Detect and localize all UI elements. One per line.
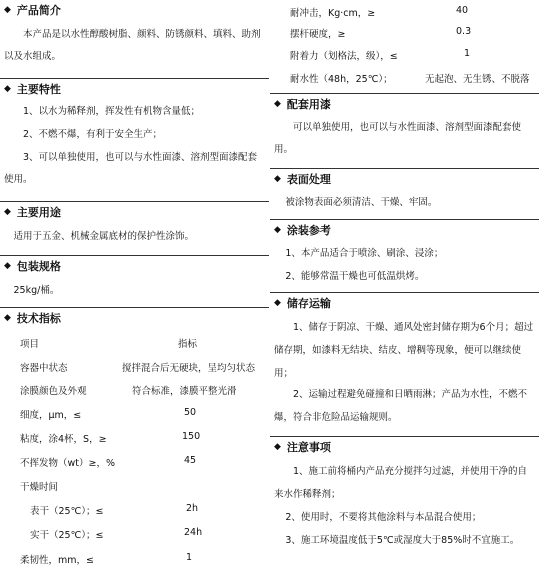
spec-value: 1 <box>186 552 193 563</box>
section-header-packaging <box>0 255 269 275</box>
spec-name: 表干（25℃）；≤ <box>30 506 104 517</box>
spec-head-item: 项目 <box>20 339 40 350</box>
section-header-matching <box>270 93 539 113</box>
spec-row <box>0 380 269 400</box>
spec-name: 耐冲击，Kg·cm，≥ <box>290 8 376 19</box>
spec-name: 容器中状态 <box>20 363 68 374</box>
usage-text: 适用于五金、机械金属底材的保护性涂饰。 <box>13 231 195 242</box>
section-header-intro <box>0 0 269 20</box>
spec-name: 柔韧性，mm，≤ <box>20 555 94 566</box>
intro-text: 本产品是以水性醇酸树脂、颜料、防锈颜料、填料、助剂以及水组成。 <box>4 29 261 62</box>
spec-name: 细度，μm，≤ <box>20 410 82 421</box>
spec-value: 150 <box>182 431 201 442</box>
spec-value: 24h <box>184 527 203 538</box>
notes-item: 3、施工环境温度低于5℃或湿度大于85%时不宜施工。 <box>285 535 520 546</box>
section-header-features <box>0 78 269 98</box>
spec-row <box>0 549 269 569</box>
spec-name: 附着力（划格法，级），≤ <box>290 51 398 62</box>
section-title: 产品简介 <box>16 4 61 17</box>
spec-row <box>270 23 539 43</box>
spec-name: 涂膜颜色及外观 <box>20 386 87 397</box>
section-title: 配套用漆 <box>286 97 331 111</box>
packaging-text: 25kg/桶。 <box>13 285 60 296</box>
spec-value: 2h <box>186 503 199 514</box>
section-title: 注意事项 <box>286 440 331 454</box>
section-title: 储存运输 <box>286 296 331 310</box>
spec-row <box>0 500 269 520</box>
diamond-icon: ◆ <box>4 83 11 94</box>
section-title: 包装规格 <box>16 259 61 273</box>
application-item: 2、能够常温干燥也可低温烘烤。 <box>285 271 425 282</box>
spec-header-row <box>0 333 269 353</box>
spec-head-value: 指标 <box>178 339 198 350</box>
spec-value: 1 <box>464 48 471 59</box>
section-title: 主要特性 <box>16 82 61 96</box>
spec-value: 50 <box>184 407 197 418</box>
surface-text: 被涂物表面必须清洁、干燥、牢固。 <box>285 197 438 208</box>
diamond-icon: ◆ <box>4 260 11 271</box>
matching-text: 可以单独使用，也可以与水性面漆、溶剂型面漆配套使用。 <box>274 122 522 155</box>
section-header-notes <box>270 436 539 456</box>
spec-row <box>270 2 539 22</box>
storage-item: 1、储存于阴凉、干燥、通风处密封储存期为6个月；超过储存期，如漆料无结块、结皮、增稠等现象，便可以继续使用； <box>274 322 534 379</box>
application-item: 1、本产品适合于喷涂、刷涂、浸涂； <box>285 248 444 259</box>
diamond-icon: ◆ <box>4 5 11 15</box>
section-header-usage <box>0 201 269 221</box>
feature-item: 3、可以单独使用，也可以与水性面漆、溶剂型面漆配套使用。 <box>4 152 258 185</box>
spec-name: 干燥时间 <box>20 482 59 493</box>
diamond-icon: ◆ <box>4 312 11 323</box>
feature-item: 2、不燃不爆，有利于安全生产； <box>23 129 163 140</box>
spec-name: 不挥发物（wt）≥，% <box>20 458 115 469</box>
section-header-surface <box>270 168 539 188</box>
section-title: 主要用途 <box>16 205 61 219</box>
diamond-icon: ◆ <box>274 98 281 109</box>
spec-value: 45 <box>184 455 197 466</box>
spec-value: 40 <box>456 5 469 16</box>
spec-row <box>0 476 269 496</box>
spec-name: 耐水性（48h，25℃）； <box>290 74 393 85</box>
spec-name: 粘度，涂4杯，S，≥ <box>20 434 107 445</box>
storage-item: 2、运输过程避免碰撞和日晒雨淋；产品为水性，不燃不爆，符合非危险品运输规则。 <box>274 389 528 423</box>
section-header-application <box>270 219 539 239</box>
spec-value: 无起泡、无生锈、不脱落 <box>425 74 530 85</box>
notes-item: 2、使用时，不要将其他涂料与本品混合使用； <box>285 512 482 523</box>
spec-value: 搅拌混合后无硬块，呈均匀状态 <box>122 363 256 374</box>
section-title: 技术指标 <box>16 311 61 325</box>
spec-name: 实干（25℃）；≤ <box>30 530 104 541</box>
diamond-icon: ◆ <box>274 441 281 452</box>
section-header-storage <box>270 292 539 312</box>
spec-row <box>270 45 539 65</box>
spec-name: 摆杆硬度，≥ <box>290 29 346 40</box>
diamond-icon: ◆ <box>274 173 281 184</box>
section-title: 表面处理 <box>286 172 331 186</box>
section-title: 涂装参考 <box>286 223 331 237</box>
spec-row <box>270 68 539 88</box>
feature-item: 1、以水为稀释剂，挥发性有机物含量低； <box>23 106 201 117</box>
section-header-specs <box>0 307 269 327</box>
diamond-icon: ◆ <box>274 224 281 235</box>
spec-value: 符合标准，漆膜平整光滑 <box>132 386 237 397</box>
spec-value: 0.3 <box>456 26 472 37</box>
diamond-icon: ◆ <box>274 297 281 308</box>
spec-row <box>0 357 269 377</box>
spec-row <box>0 452 269 472</box>
notes-item: 1、施工前将桶内产品充分搅拌匀过滤，并使用干净的自来水作稀释剂； <box>274 466 528 500</box>
diamond-icon: ◆ <box>4 206 11 217</box>
spec-row <box>0 428 269 448</box>
spec-row <box>0 524 269 544</box>
spec-row <box>0 404 269 424</box>
